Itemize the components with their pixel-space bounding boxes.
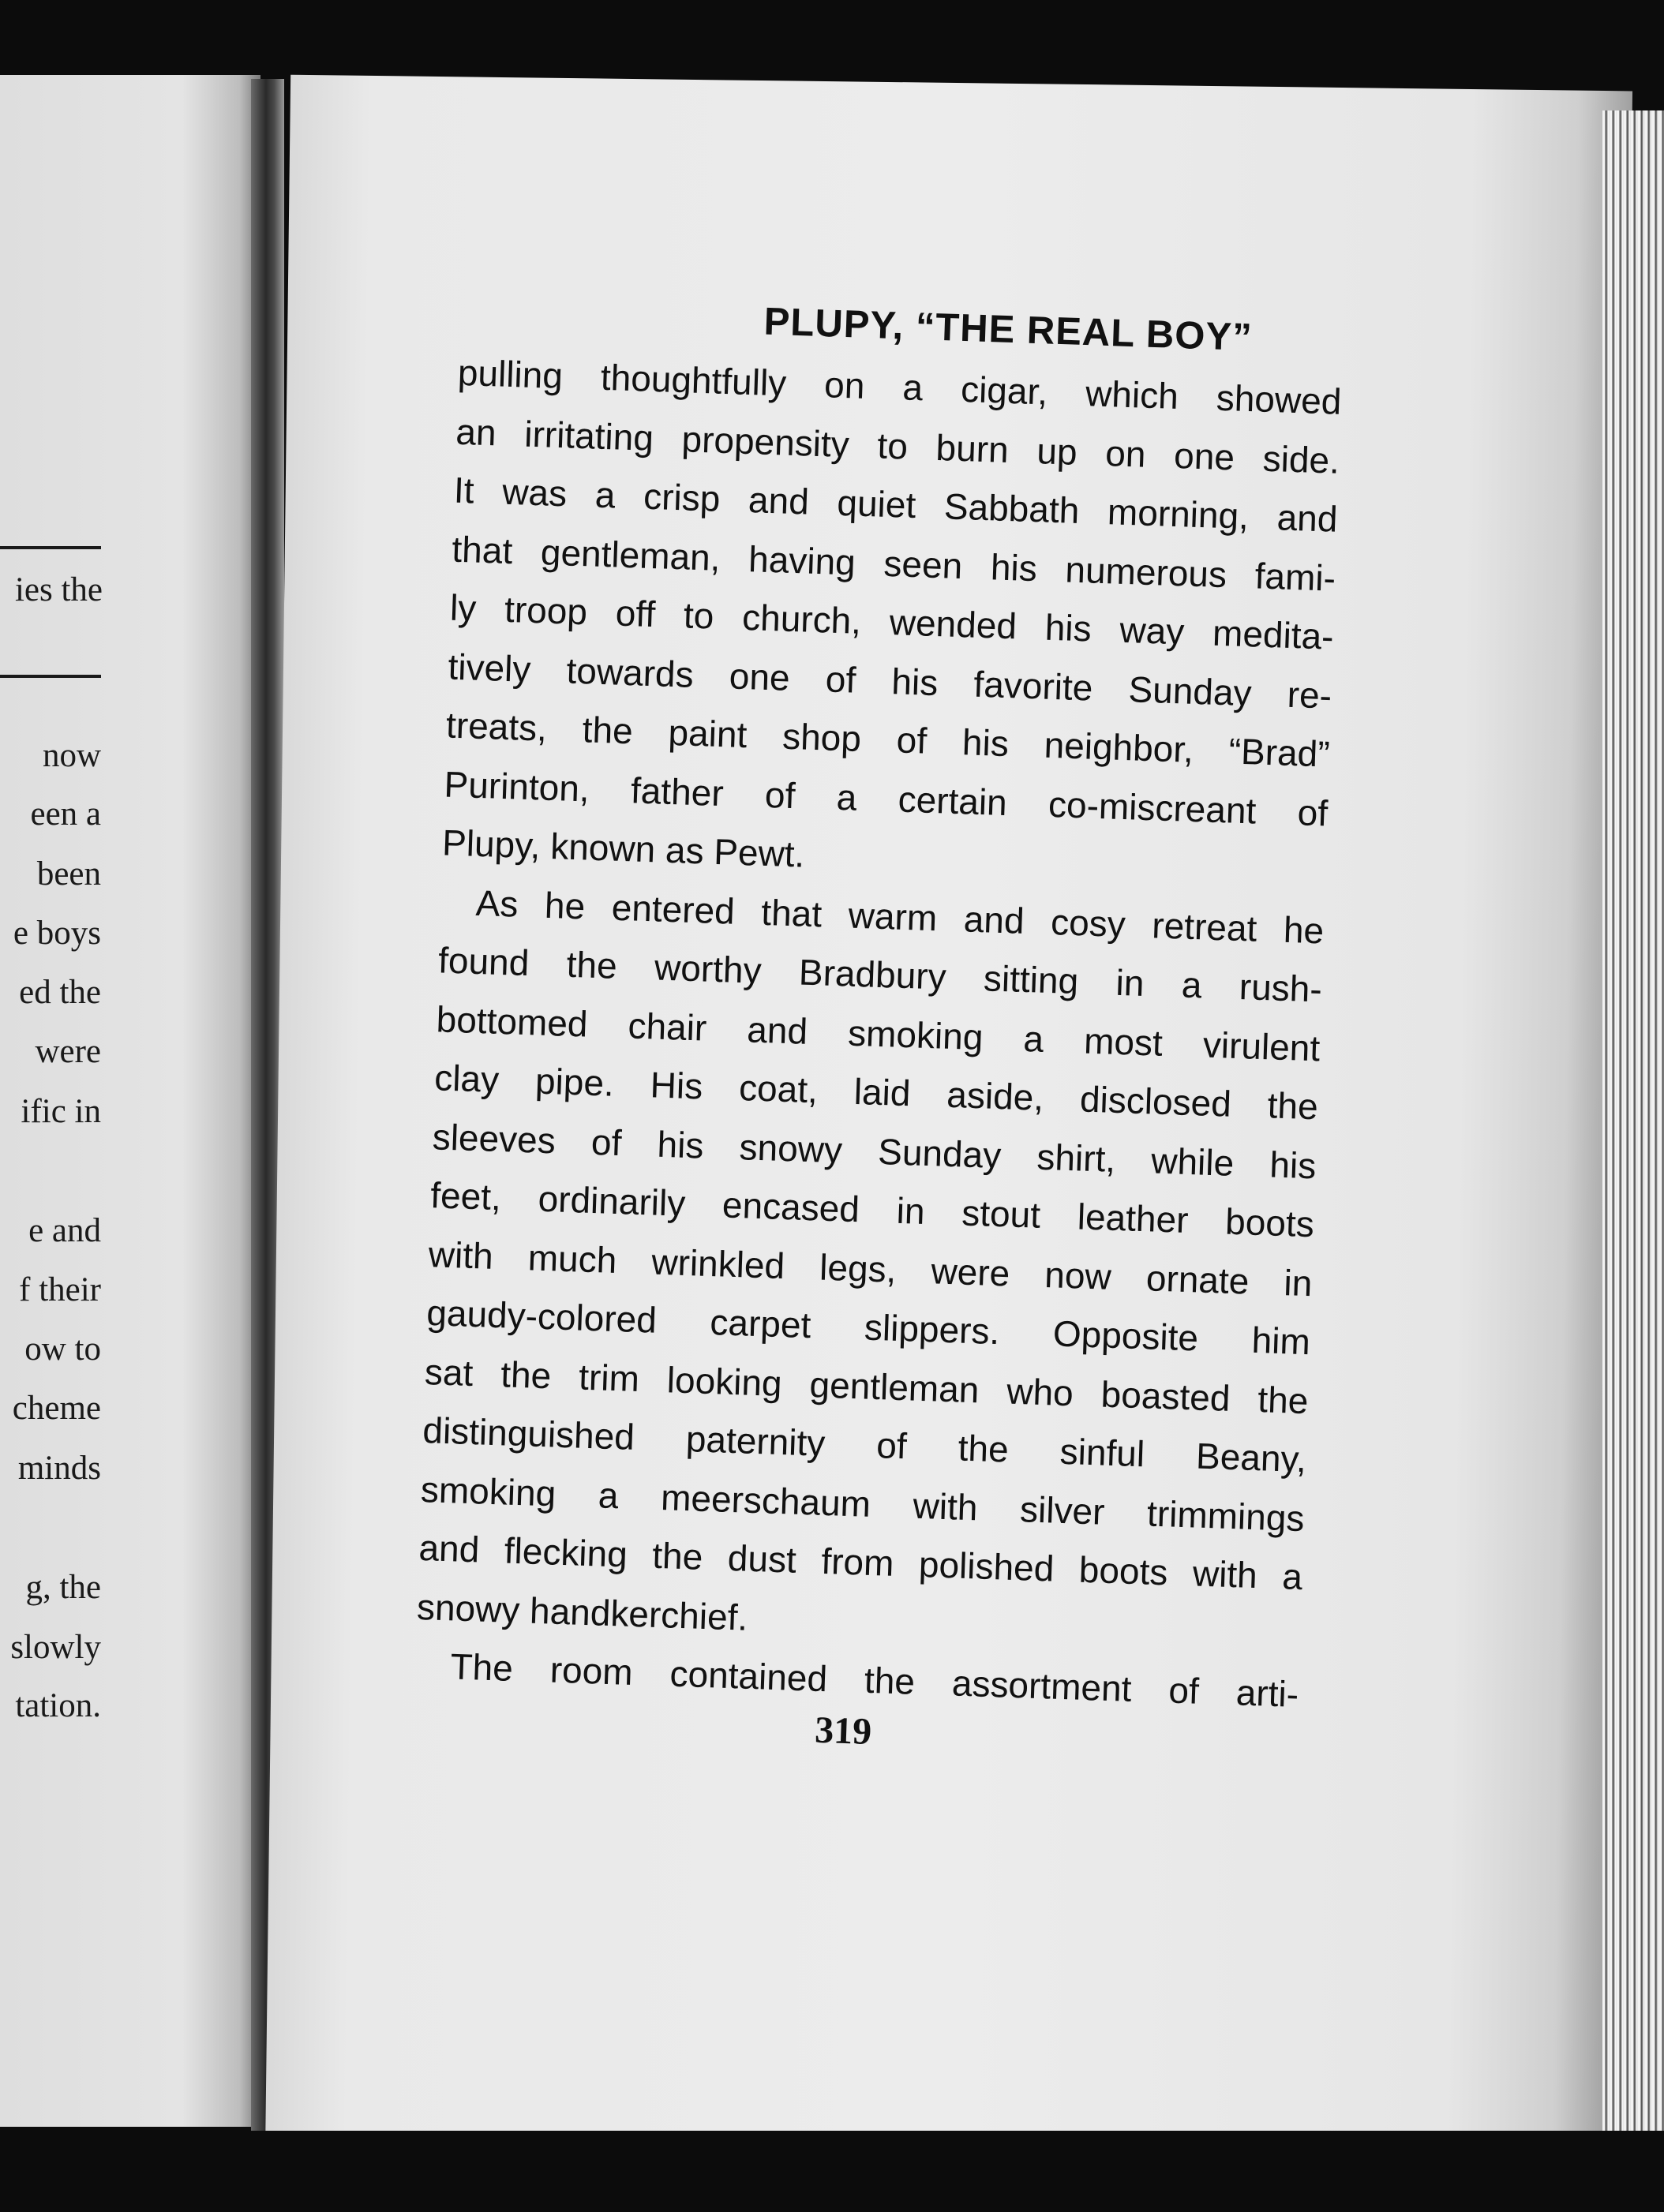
text-line: clay pipe. His coat, laid aside, disclosed the <box>433 1057 1319 1128</box>
facing-page-line: e boys <box>13 915 101 952</box>
text-line: feet, ordinarily encased in stout leather boots <box>429 1174 1315 1245</box>
scan-bottom-border <box>229 2131 1664 2212</box>
text-line: and flecking the dust from polished boots with a <box>418 1526 1303 1598</box>
facing-page-line: e and <box>28 1212 101 1249</box>
text-line: treats, the paint shop of his neighbor, “Brad” <box>445 704 1331 775</box>
facing-page-line: were <box>35 1033 101 1070</box>
facing-page-rule-bottom <box>0 675 101 678</box>
facing-page-line: ow to <box>24 1331 101 1368</box>
text-line: As he entered that warm and cosy retreat he <box>474 881 1325 951</box>
text-line: Purinton, father of a certain co-miscreant of <box>443 762 1329 834</box>
facing-page-line: now <box>42 737 101 774</box>
facing-page-line: ed the <box>19 974 101 1011</box>
facing-page-line: een a <box>30 795 101 833</box>
text-line: found the worthy Bradbury sitting in a rush- <box>437 939 1323 1010</box>
text-line: bottomed chair and smoking a most virulent <box>435 997 1321 1069</box>
paragraph-1 <box>398 342 1347 901</box>
text-line: tively towards one of his favorite Sunday re- <box>447 646 1332 717</box>
text-line: gaudy-colored carpet slippers. Opposite him <box>425 1292 1311 1363</box>
text-line: It was a crisp and quiet Sabbath morning, and <box>453 469 1339 540</box>
facing-page-line: f their <box>19 1271 101 1308</box>
facing-page-line: minds <box>17 1450 101 1487</box>
text-line: an irritating propensity to burn up on one side. <box>455 410 1340 481</box>
text-line: sat the trim looking gentleman who boasted the <box>424 1350 1310 1421</box>
text-line: snowy handkerchief. <box>416 1585 749 1638</box>
facing-page-line: slowly <box>10 1629 101 1666</box>
facing-page-line: cheme <box>12 1390 101 1427</box>
facing-page-rule-top <box>0 546 101 549</box>
main-page-text <box>369 253 1350 1768</box>
paragraph-2 <box>373 870 1329 1665</box>
text-line: sleeves of his snowy Sunday shirt, while his <box>432 1115 1317 1186</box>
text-line: that gentleman, having seen his numerous fami- <box>451 528 1336 599</box>
text-line: ly troop off to church, wended his way medita- <box>449 586 1335 657</box>
text-line: pulling thoughtfully on a cigar, which showed <box>457 351 1343 422</box>
facing-page-line: tation. <box>15 1687 101 1724</box>
running-head: PLUPY, “THE REAL BOY” <box>763 300 1254 360</box>
text-line: distinguished paternity of the sinful Beany, <box>422 1409 1307 1480</box>
text-line: with much wrinkled legs, were now ornate in <box>428 1233 1314 1304</box>
text-line: smoking a meerschaum with silver trimmings <box>420 1468 1306 1539</box>
facing-page-line: ies the <box>14 571 103 608</box>
facing-page-left <box>0 75 260 2127</box>
facing-page-line: been <box>36 855 101 893</box>
page-number: 319 <box>814 1709 873 1753</box>
page-edges <box>1602 110 1664 2162</box>
facing-page-line: ific in <box>21 1093 101 1130</box>
text-line: The room contained the assortment of arti- <box>449 1645 1299 1715</box>
text-line: Plupy, known as Pewt. <box>441 822 806 875</box>
facing-page-line: g, the <box>25 1569 101 1606</box>
